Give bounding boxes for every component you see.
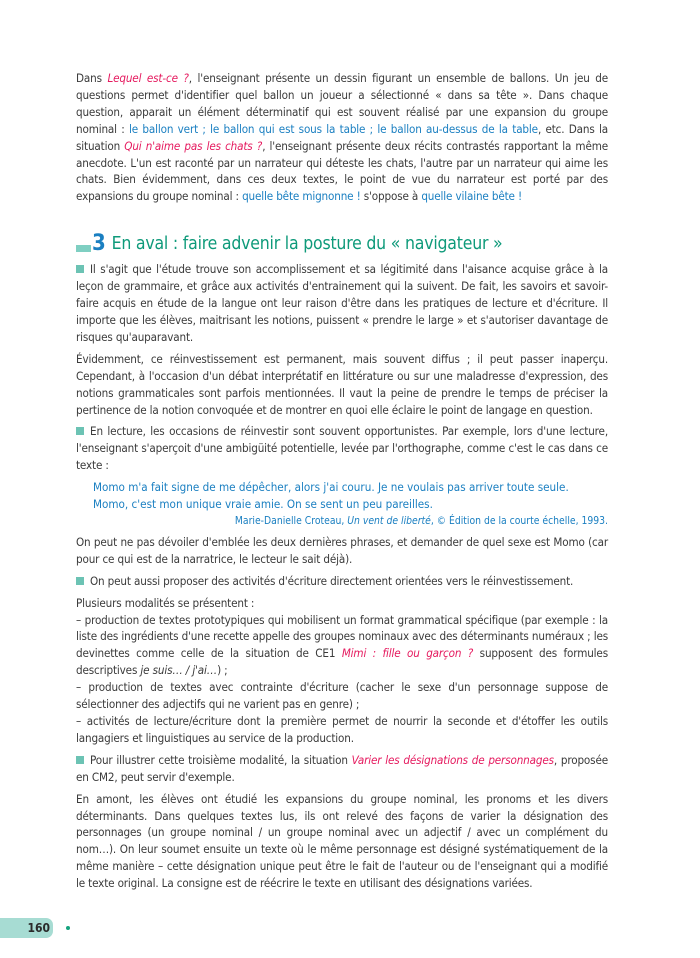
source-author: Marie-Danielle Croteau, bbox=[234, 514, 348, 527]
text: – production de textes prototypiques qui mobilisent un format grammatical spécifique (par exemple : la liste des ingrédients d'une recette appelle des groupes nominaux avec des déterminants numéraux ; les devinettes comme celle de la situation de CE1 bbox=[76, 612, 608, 661]
text: Pour illustrer cette troisième modalité, la situation bbox=[90, 752, 352, 767]
text: , l'enseignant présente un dessin figurant un ensemble de ballons. Un jeu de questions permet d'identifier quel ballon un joueur a sélectionné « dans sa tête ». Dans chaque question, apparait un élément déterminatif qui est souvent réalisé par une expansion du groupe nominal : bbox=[76, 71, 608, 136]
source-title: Un vent de liberté bbox=[347, 514, 431, 527]
paragraph: Évidemment, ce réinvestissement est permanent, mais souvent diffus ; il peut passer inaperçu. Cependant, à l'occasion d'un débat interprétatif en littérature ou sur une maladresse d'expression, des notions grammaticales sont parfois mentionnées. Il vaut la peine de prendre le temps de préciser la pertinence de la notion convoquée et de montrer en quoi elle éclaire le point de langage en question. bbox=[76, 351, 608, 417]
list-item: – activités de lecture/écriture dont la première permet de nourrir la seconde et d'étoffer les outils langagiers et linguistiques au service de la production. bbox=[76, 714, 608, 745]
situation-title: Mimi : fille ou garçon ? bbox=[341, 646, 474, 661]
text: , l'enseignant présente deux récits contrastés rapportant la même anecdote. L'un est raconté par un narrateur qui déteste les chats, l'autre par un narrateur qui aime les chats. Bien évidemment, dans ces deux textes, le point de vue du narrateur est porté par des expansions du groupe nominal : bbox=[76, 138, 608, 204]
paragraph bbox=[76, 573, 608, 590]
text: s'oppose à bbox=[360, 189, 422, 204]
text: Dans bbox=[76, 71, 108, 85]
paragraph: On peut ne pas dévoiler d'emblée les deux dernières phrases, et demander de quel sexe est Momo (car pour ce qui est de la narratrice, le lecteur le sait déjà). bbox=[76, 534, 608, 566]
italic-text: je suis… / j'ai… bbox=[140, 663, 218, 678]
page-number: 160 bbox=[0, 918, 53, 938]
quote-source bbox=[76, 514, 608, 529]
example-text: quelle vilaine bête ! bbox=[421, 189, 523, 204]
text: supposent des formules descriptives bbox=[76, 646, 608, 678]
square-bullet-icon bbox=[76, 577, 84, 585]
text: On peut aussi proposer des activités d'écriture directement orientées vers le réinvestissement. bbox=[90, 573, 574, 588]
example-text: quelle bête mignonne ! bbox=[242, 189, 361, 204]
quote-line: Momo, c'est mon unique vraie amie. On se sent un peu pareilles. bbox=[93, 497, 433, 512]
source-publisher: , © Édition de la courte échelle, 1993. bbox=[430, 514, 608, 527]
paragraph bbox=[76, 261, 608, 346]
situation-title: Lequel est-ce ? bbox=[107, 71, 189, 85]
heading-bar-decoration bbox=[76, 245, 91, 252]
situation-title: Qui n'aime pas les chats ? bbox=[124, 138, 263, 153]
quote-line: Momo m'a fait signe de me dépêcher, alors j'ai couru. Je ne voulais pas arriver toute seule. bbox=[93, 480, 569, 495]
paragraph bbox=[76, 752, 608, 786]
text: Il s'agit que l'étude trouve son accomplissement et sa légitimité dans l'aisance acquise grâce à la leçon de grammaire, et grâce aux activités d'entrainement qui la suivent. De fait, les savoirs et savoir-faire acquis en étude de la langue ont leur raison d'être dans les pratiques de lecture et d'écriture. Il importe que les élèves, maitrisant les notions, puissent « prendre le large » et s'autoriser davantage de risques qu'auparavant. bbox=[76, 262, 608, 344]
text: En lecture, les occasions de réinvestir sont souvent opportunistes. Par exemple, lors d'une lecture, l'enseignant s'aperçoit d'une ambigüité potentielle, levée par l'orthographe, comme c'est le cas dans ce texte : bbox=[76, 424, 608, 473]
square-bullet-icon bbox=[76, 427, 84, 435]
square-bullet-icon bbox=[76, 756, 84, 764]
list-item bbox=[76, 612, 608, 680]
text: ) ; bbox=[217, 663, 228, 678]
quotation bbox=[93, 479, 608, 513]
section-heading bbox=[76, 233, 608, 255]
page-body bbox=[76, 70, 608, 892]
paragraph bbox=[76, 423, 608, 474]
paragraph: En amont, les élèves ont étudié les expansions du groupe nominal, les pronoms et les divers déterminants. Dans quelques textes lus, ils ont relevé des façons de varier la désignation des personnages (un groupe nominal / un groupe nominal avec un adjectif / avec un complément du nom…). On leur soumet ensuite un texte où le même personnage est désigné systématiquement de la même manière – cette désignation unique peut être le fait de l'auteur ou de l'enseignant qui a modifié le texte original. La consigne est de réécrire le texte en utilisant des désignations variées. bbox=[76, 791, 608, 891]
paragraph: Plusieurs modalités se présentent : bbox=[76, 595, 255, 610]
situation-title: Varier les désignations de personnages bbox=[351, 752, 554, 767]
list-item: – production de textes avec contrainte d'écriture (cacher le sexe d'un personnage suppose de sélectionner des adjectifs qui ne varient pas en genre) ; bbox=[76, 680, 608, 712]
section-number: 3 bbox=[92, 231, 106, 257]
example-text: le ballon vert ; le ballon qui est sous la table ; le ballon au-dessus de la table bbox=[129, 121, 538, 136]
square-bullet-icon bbox=[76, 265, 84, 273]
section-title: En aval : faire advenir la posture du « navigateur » bbox=[111, 234, 503, 255]
text: , etc. Dans la situation bbox=[76, 121, 609, 153]
intro-paragraph bbox=[76, 70, 608, 205]
text: , proposée en CM2, peut servir d'exemple. bbox=[76, 752, 608, 784]
dot-decoration-icon bbox=[66, 926, 70, 930]
